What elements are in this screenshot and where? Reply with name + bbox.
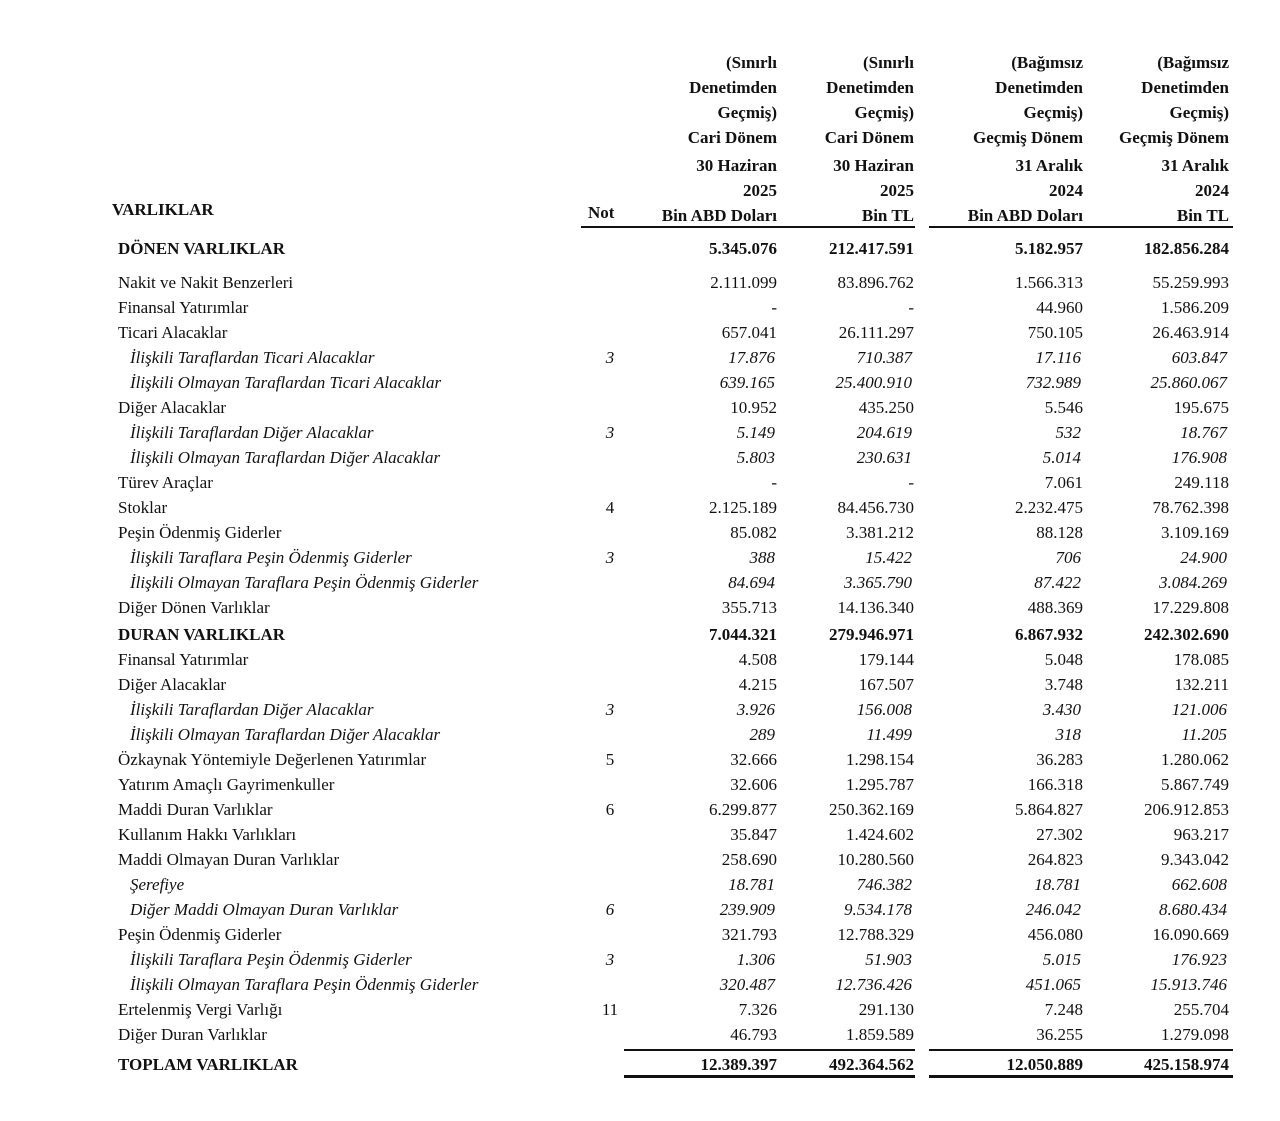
row-value: 12.736.426: [835, 975, 912, 994]
row-value: 25.860.067: [1150, 373, 1227, 392]
row-label: TOPLAM VARLIKLAR: [118, 1055, 298, 1074]
row-value: 17.116: [1035, 348, 1081, 367]
row-value: 710.387: [856, 348, 912, 367]
row-value: 239.909: [719, 900, 775, 919]
row-value: 11.499: [866, 725, 912, 744]
row-value: 662.608: [1171, 875, 1227, 894]
row-value: 3.084.269: [1159, 573, 1227, 592]
row-value: 15.913.746: [1150, 975, 1227, 994]
row-value: 279.946.971: [829, 625, 914, 644]
row-value: 5.345.076: [709, 239, 777, 258]
header-line: Denetimden: [689, 78, 777, 97]
row-value: 32.666: [730, 750, 777, 769]
table-row: [0, 495, 1280, 520]
table-row: [0, 972, 1280, 997]
row-value: 17.229.808: [1152, 598, 1229, 617]
row-label: İlişkili Taraflardan Diğer Alacaklar: [130, 700, 374, 719]
row-value: 36.283: [1036, 750, 1083, 769]
header-line: (Bağımsız: [1157, 53, 1229, 72]
row-value: 3.109.169: [1161, 523, 1229, 542]
row-label: Finansal Yatırımlar: [118, 298, 249, 317]
table-row: [0, 647, 1280, 672]
column-header-current-usd: [662, 50, 777, 228]
table-row: [0, 822, 1280, 847]
row-note: 3: [605, 348, 615, 367]
row-label: Özkaynak Yöntemiyle Değerlenen Yatırımlar: [118, 750, 427, 769]
row-label: Ticari Alacaklar: [118, 323, 228, 342]
row-value: 318: [1055, 725, 1081, 744]
row-value: 176.908: [1171, 448, 1227, 467]
row-value: -: [908, 473, 914, 492]
row-value: 6.867.932: [1015, 625, 1083, 644]
row-value: 456.080: [1027, 925, 1083, 944]
row-label: Finansal Yatırımlar: [118, 650, 249, 669]
row-value: 44.960: [1036, 298, 1083, 317]
row-value: 16.090.669: [1152, 925, 1229, 944]
column-header-current-tl: [825, 50, 914, 228]
row-value: 12.788.329: [837, 925, 914, 944]
table-row: [0, 395, 1280, 420]
row-value: 264.823: [1027, 850, 1083, 869]
row-value: 26.463.914: [1152, 323, 1229, 342]
row-value: 5.014: [1042, 448, 1081, 467]
row-value: 639.165: [719, 373, 775, 392]
row-label: Diğer Alacaklar: [118, 398, 227, 417]
table-row: [0, 270, 1280, 295]
row-note: 4: [605, 498, 615, 517]
row-value: 289: [749, 725, 775, 744]
row-value: 12.389.397: [700, 1055, 777, 1074]
row-value: 84.456.730: [837, 498, 914, 517]
row-value: 32.606: [730, 775, 777, 794]
table-row: [0, 947, 1280, 972]
table-row: [0, 370, 1280, 395]
row-value: 176.923: [1171, 950, 1227, 969]
row-value: 321.793: [721, 925, 777, 944]
header-line: (Bağımsız: [1011, 53, 1083, 72]
row-value: 230.631: [856, 448, 912, 467]
header-line: 2024: [1049, 181, 1083, 200]
row-value: 435.250: [858, 398, 914, 417]
row-value: 746.382: [856, 875, 912, 894]
row-value: 17.876: [728, 348, 775, 367]
table-row: [0, 772, 1280, 797]
row-value: 7.044.321: [709, 625, 777, 644]
row-value: 451.065: [1025, 975, 1081, 994]
row-label: Diğer Maddi Olmayan Duran Varlıklar: [130, 900, 399, 919]
header-line: Denetimden: [995, 78, 1083, 97]
row-label: Peşin Ödenmiş Giderler: [118, 523, 282, 542]
row-value: 7.326: [738, 1000, 777, 1019]
row-value: 1.295.787: [846, 775, 914, 794]
row-note: 3: [605, 548, 615, 567]
row-value: 7.061: [1044, 473, 1083, 492]
row-value: 320.487: [719, 975, 775, 994]
row-value: 10.280.560: [837, 850, 914, 869]
row-value: 388: [749, 548, 775, 567]
header-line: 2025: [743, 181, 777, 200]
total-rule-bottom: [929, 1075, 1233, 1078]
column-header-prior-tl: [1119, 50, 1229, 228]
row-note: 3: [605, 423, 615, 442]
row-value: 3.430: [1042, 700, 1081, 719]
row-label: Maddi Duran Varlıklar: [118, 800, 273, 819]
row-value: 1.280.062: [1161, 750, 1229, 769]
row-value: 212.417.591: [829, 239, 914, 258]
row-value: 9.343.042: [1161, 850, 1229, 869]
row-value: 242.302.690: [1144, 625, 1229, 644]
table-row: [0, 545, 1280, 570]
table-row: [0, 847, 1280, 872]
row-value: 532: [1055, 423, 1081, 442]
row-value: 15.422: [865, 548, 912, 567]
row-value: -: [908, 298, 914, 317]
row-value: 18.781: [728, 875, 775, 894]
row-label: Kullanım Hakkı Varlıkları: [118, 825, 297, 844]
row-value: 5.015: [1042, 950, 1081, 969]
row-value: 9.534.178: [844, 900, 912, 919]
row-value: 195.675: [1173, 398, 1229, 417]
row-value: 2.111.099: [710, 273, 777, 292]
table-row: [0, 570, 1280, 595]
row-value: 7.248: [1044, 1000, 1083, 1019]
row-note: 3: [605, 700, 615, 719]
row-value: 156.008: [856, 700, 912, 719]
header-line: Cari Dönem: [824, 128, 914, 147]
row-value: 36.255: [1036, 1025, 1083, 1044]
header-line: 31 Aralık: [1161, 156, 1229, 175]
table-row: [0, 672, 1280, 697]
row-value: 204.619: [856, 423, 912, 442]
header-line: Bin TL: [861, 206, 914, 225]
row-label: Diğer Alacaklar: [118, 675, 227, 694]
row-value: 121.006: [1171, 700, 1227, 719]
row-value: 1.566.313: [1015, 273, 1083, 292]
row-value: 732.989: [1025, 373, 1081, 392]
row-label: Türev Araçlar: [118, 473, 213, 492]
row-value: 18.781: [1034, 875, 1081, 894]
table-row: [0, 897, 1280, 922]
row-value: 132.211: [1174, 675, 1229, 694]
row-label: İlişkili Taraflara Peşin Ödenmiş Giderler: [130, 548, 412, 567]
row-value: 1.586.209: [1161, 298, 1229, 317]
table-row: [0, 797, 1280, 822]
row-value: 206.912.853: [1144, 800, 1229, 819]
table-row: [0, 747, 1280, 772]
header-line: 31 Aralık: [1015, 156, 1083, 175]
header-line: Bin ABD Doları: [661, 206, 777, 225]
row-value: 3.926: [736, 700, 775, 719]
header-line: (Sınırlı: [862, 53, 914, 72]
row-value: 1.859.589: [846, 1025, 914, 1044]
header-line: Geçmiş): [1169, 103, 1229, 122]
row-value: 24.900: [1180, 548, 1227, 567]
header-line: 30 Haziran: [833, 156, 914, 175]
header-line: Cari Dönem: [687, 128, 777, 147]
row-value: 12.050.889: [1006, 1055, 1083, 1074]
row-label: Nakit ve Nakit Benzerleri: [118, 273, 294, 292]
row-value: 51.903: [865, 950, 912, 969]
row-value: 5.803: [736, 448, 775, 467]
row-value: 291.130: [858, 1000, 914, 1019]
row-value: 750.105: [1027, 323, 1083, 342]
row-label: Diğer Duran Varlıklar: [118, 1025, 267, 1044]
row-value: 182.856.284: [1144, 239, 1229, 258]
row-value: 10.952: [730, 398, 777, 417]
row-value: 706: [1055, 548, 1081, 567]
row-value: 5.867.749: [1161, 775, 1229, 794]
row-value: 88.128: [1036, 523, 1083, 542]
row-value: 249.118: [1174, 473, 1229, 492]
table-row: [0, 345, 1280, 370]
row-value: 425.158.974: [1144, 1055, 1229, 1074]
table-row: [0, 1052, 1280, 1077]
table-row: [0, 922, 1280, 947]
row-value: 46.793: [730, 1025, 777, 1044]
table-row: [0, 470, 1280, 495]
row-value: 4.508: [738, 650, 777, 669]
row-value: 3.381.212: [846, 523, 914, 542]
row-label: Yatırım Amaçlı Gayrimenkuller: [118, 775, 335, 794]
row-value: -: [771, 298, 777, 317]
row-note: 6: [605, 800, 615, 819]
row-value: -: [771, 473, 777, 492]
row-label: İlişkili Olmayan Taraflara Peşin Ödenmiş Giderler: [130, 573, 479, 592]
row-value: 14.136.340: [837, 598, 914, 617]
row-value: 5.182.957: [1015, 239, 1083, 258]
row-value: 179.144: [858, 650, 914, 669]
row-value: 1.424.602: [846, 825, 914, 844]
header-line: Geçmiş Dönem: [972, 128, 1083, 147]
row-value: 11.205: [1181, 725, 1227, 744]
row-note: 3: [605, 950, 615, 969]
row-value: 258.690: [721, 850, 777, 869]
total-rule-top: [624, 1049, 915, 1051]
row-value: 4.215: [738, 675, 777, 694]
row-value: 5.864.827: [1015, 800, 1083, 819]
table-row: [0, 1022, 1280, 1047]
table-row: [0, 295, 1280, 320]
table-row: [0, 697, 1280, 722]
row-value: 963.217: [1173, 825, 1229, 844]
row-label: İlişkili Olmayan Taraflardan Diğer Alacaklar: [130, 725, 441, 744]
row-value: 2.125.189: [709, 498, 777, 517]
row-label: Şerefiye: [130, 875, 185, 894]
row-label: İlişkili Taraflara Peşin Ödenmiş Giderler: [130, 950, 412, 969]
row-value: 84.694: [728, 573, 775, 592]
row-label: İlişkili Olmayan Taraflardan Diğer Alacaklar: [130, 448, 441, 467]
row-value: 167.507: [858, 675, 914, 694]
row-value: 657.041: [721, 323, 777, 342]
total-rule-top: [929, 1049, 1233, 1051]
row-value: 492.364.562: [829, 1055, 914, 1074]
row-note: 11: [601, 1000, 619, 1019]
table-row: [0, 872, 1280, 897]
row-note: 6: [605, 900, 615, 919]
header-divider: [929, 226, 1233, 228]
header-line: 2024: [1195, 181, 1229, 200]
note-column-heading: Not: [588, 203, 615, 222]
row-value: 18.767: [1180, 423, 1227, 442]
row-label: İlişkili Olmayan Taraflardan Ticari Alacaklar: [130, 373, 442, 392]
row-value: 3.365.790: [844, 573, 912, 592]
row-label: İlişkili Taraflardan Ticari Alacaklar: [130, 348, 375, 367]
header-line: (Sınırlı: [725, 53, 777, 72]
header-line: 2025: [880, 181, 914, 200]
row-value: 78.762.398: [1152, 498, 1229, 517]
row-value: 85.082: [730, 523, 777, 542]
row-value: 1.298.154: [846, 750, 914, 769]
header-line: Denetimden: [1141, 78, 1229, 97]
table-row: [0, 236, 1280, 261]
table-row: [0, 622, 1280, 647]
row-value: 26.111.297: [838, 323, 914, 342]
row-label: Peşin Ödenmiş Giderler: [118, 925, 282, 944]
row-label: DÖNEN VARLIKLAR: [118, 239, 286, 258]
table-row: [0, 520, 1280, 545]
row-value: 5.149: [736, 423, 775, 442]
row-label: Stoklar: [118, 498, 168, 517]
row-label: DURAN VARLIKLAR: [118, 625, 286, 644]
total-rule-bottom: [624, 1075, 915, 1078]
header-line: 30 Haziran: [696, 156, 777, 175]
row-value: 5.048: [1044, 650, 1083, 669]
row-value: 6.299.877: [709, 800, 777, 819]
row-value: 55.259.993: [1152, 273, 1229, 292]
section-heading: VARLIKLAR: [112, 200, 214, 219]
table-row: [0, 722, 1280, 747]
row-value: 83.896.762: [837, 273, 914, 292]
table-row: [0, 420, 1280, 445]
row-value: 603.847: [1171, 348, 1227, 367]
row-value: 255.704: [1173, 1000, 1229, 1019]
row-label: Ertelenmiş Vergi Varlığı: [118, 1000, 283, 1019]
table-row: [0, 445, 1280, 470]
table-row: [0, 997, 1280, 1022]
row-value: 87.422: [1034, 573, 1081, 592]
row-value: 8.680.434: [1159, 900, 1227, 919]
row-value: 35.847: [730, 825, 777, 844]
column-header-prior-usd: [968, 50, 1083, 228]
header-line: Geçmiş): [717, 103, 777, 122]
row-value: 3.748: [1044, 675, 1083, 694]
row-note: 5: [605, 750, 615, 769]
header-line: Geçmiş): [1023, 103, 1083, 122]
row-value: 178.085: [1173, 650, 1229, 669]
row-value: 25.400.910: [835, 373, 912, 392]
row-label: İlişkili Taraflardan Diğer Alacaklar: [130, 423, 374, 442]
row-value: 2.232.475: [1015, 498, 1083, 517]
header-line: Geçmiş Dönem: [1118, 128, 1229, 147]
header-divider: [581, 226, 915, 228]
header-line: Denetimden: [826, 78, 914, 97]
header-line: Bin TL: [1176, 206, 1229, 225]
row-value: 1.306: [736, 950, 775, 969]
row-label: Diğer Dönen Varlıklar: [118, 598, 270, 617]
table-row: [0, 320, 1280, 345]
row-value: 246.042: [1025, 900, 1081, 919]
header-line: Geçmiş): [854, 103, 914, 122]
header-line: Bin ABD Doları: [967, 206, 1083, 225]
row-value: 5.546: [1044, 398, 1083, 417]
table-row: [0, 595, 1280, 620]
row-value: 27.302: [1036, 825, 1083, 844]
row-value: 250.362.169: [829, 800, 914, 819]
row-value: 166.318: [1027, 775, 1083, 794]
row-value: 355.713: [721, 598, 777, 617]
row-label: İlişkili Olmayan Taraflara Peşin Ödenmiş Giderler: [130, 975, 479, 994]
row-value: 488.369: [1027, 598, 1083, 617]
row-label: Maddi Olmayan Duran Varlıklar: [118, 850, 340, 869]
row-value: 1.279.098: [1161, 1025, 1229, 1044]
